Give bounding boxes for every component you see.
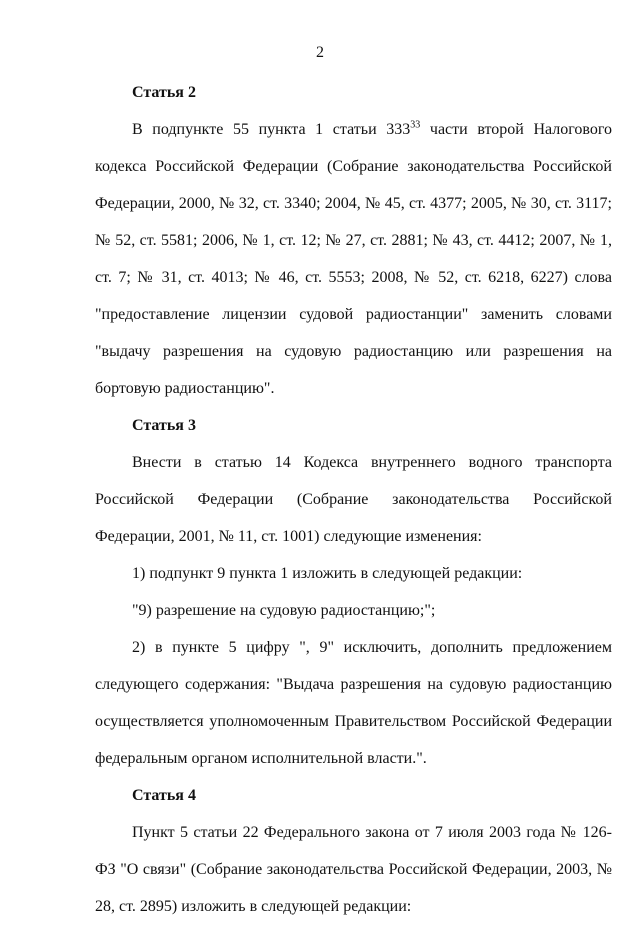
article-4-heading: Статья 4: [132, 787, 196, 804]
article-2-superscript: 33: [410, 119, 421, 131]
article-3-item-1-quote: "9) разрешение на судовую радиостанцию;";: [132, 602, 436, 619]
article-3-heading: Статья 3: [132, 417, 196, 434]
article-2-text: [95, 111, 612, 407]
article-3-item-2: 2) в пункте 5 цифру ", 9" исключить, дополнить предложением следующего содержания: "Выдача разрешения на судовую радиостанцию осуществляется уполномоченным Правительством Российской Федерации федеральным органом исполнительной власти.".: [95, 639, 612, 767]
article-3-intro: Внести в статью 14 Кодекса внутреннего водного транспорта Российской Федерации (Собрание законодательства Российской Федерации, 2001, № 11, ст. 1001) следующие изменения:: [95, 454, 612, 545]
document-body: [95, 74, 612, 925]
article-4-text: Пункт 5 статьи 22 Федерального закона от 7 июля 2003 года № 126-ФЗ "О связи" (Собрание законодательства Российской Федерации, 2003, № 28, ст. 2895) изложить в следующей редакции:: [95, 824, 612, 915]
article-3-item-1: 1) подпункт 9 пункта 1 изложить в следующей редакции:: [132, 565, 523, 582]
article-2-text-rest: части второй Налогового кодекса Российской Федерации (Собрание законодательства Российской Федерации, 2000, № 32, ст. 3340; 2004, № 45, ст. 4377; 2005, № 30, ст. 3117; № 52, ст. 5581; 2006, № 1, ст. 12; № 27, ст. 2881; № 43, ст. 4412; 2007, № 1, ст. 7; № 31, ст. 4013; № 46, ст. 5553; 2008, № 52, ст. 6218, 6227) слова "предоставление лицензии судовой радиостанции" заменить словами "выдачу разрешения на судовую радиостанцию или разрешения на бортовую радиостанцию".: [95, 121, 613, 397]
page-number: 2: [316, 44, 324, 61]
article-2-heading: Статья 2: [132, 84, 196, 101]
article-2-text-start: В подпункте 55 пункта 1 статьи 333: [132, 121, 411, 138]
